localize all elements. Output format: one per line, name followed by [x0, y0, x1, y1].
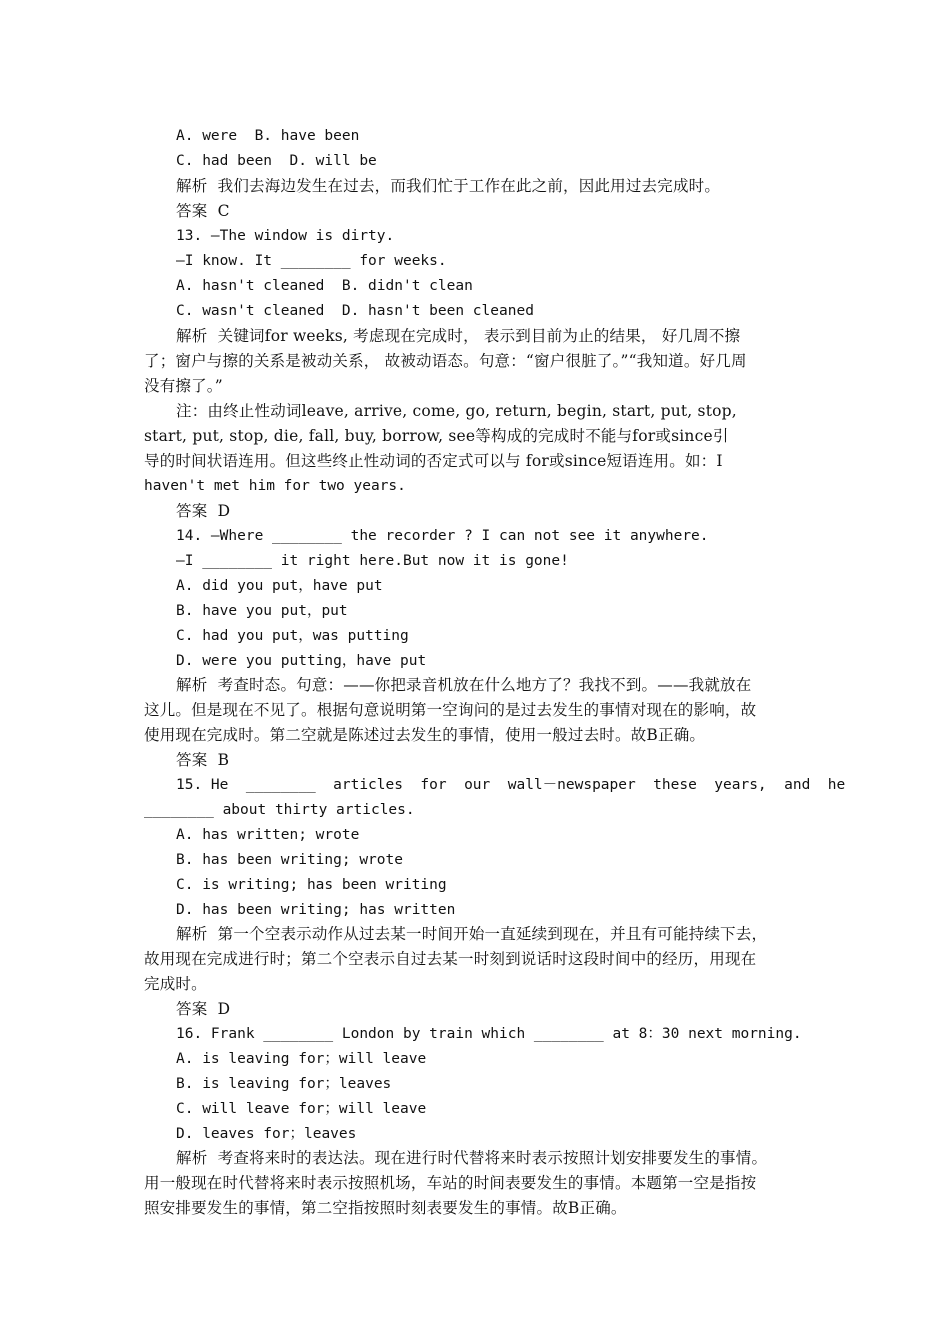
q15-option-d: D. has been writing; has written — [176, 902, 456, 918]
q14-option-a: A. did you put，have put — [176, 578, 383, 594]
q13-options-ab: A. hasn't cleaned B. didn't clean — [176, 278, 473, 294]
q15-option-a: A. has written; wrote — [176, 827, 360, 843]
q14-option-c: C. had you put，was putting — [176, 628, 409, 644]
q14-reply: —I ________ it right here.But now it is gone! — [176, 553, 569, 569]
q13-note-line2: start, put, stop, die, fall, buy, borrow, see等构成的完成时不能与for或since引 — [144, 427, 729, 445]
q13-analysis-line1: 解析 关键词for weeks, 考虑现在完成时， 表示到目前为止的结果， 好几周不擦 — [176, 327, 741, 345]
q15-stem-line2: ________ about thirty articles. — [144, 802, 415, 818]
q12-options-ab: A. were B. have been — [176, 128, 360, 144]
q12-answer: 答案 C — [176, 202, 230, 220]
q13-analysis-line3: 没有擦了。” — [144, 377, 223, 395]
q14-analysis-line3: 使用现在完成时。第二空就是陈述过去发生的事情，使用一般过去时。故B正确。 — [144, 726, 706, 744]
q14-option-b: B. have you put，put — [176, 603, 348, 619]
q16-stem: 16. Frank ________ London by train which ________ at 8：30 next morning. — [176, 1026, 802, 1042]
q14-stem: 14. —Where ________ the recorder ? I can not see it anywhere. — [176, 528, 709, 544]
q15-answer: 答案 D — [176, 1000, 231, 1018]
q14-answer: 答案 B — [176, 751, 230, 769]
q13-answer: 答案 D — [176, 502, 231, 520]
q14-analysis-line2: 这儿。但是现在不见了。根据句意说明第一空询问的是过去发生的事情对现在的影响，故 — [144, 701, 757, 719]
q13-note-line3: 导的时间状语连用。但这些终止性动词的否定式可以与 for或since短语连用。如：I — [144, 452, 723, 470]
q15-option-c: C. is writing; has been writing — [176, 877, 447, 893]
q15-option-b: B. has been writing; wrote — [176, 852, 403, 868]
q16-option-d: D. leaves for；leaves — [176, 1126, 357, 1142]
q16-analysis-line3: 照安排要发生的事情，第二空指按照时刻表要发生的事情。故B正确。 — [144, 1199, 627, 1217]
q14-option-d: D. were you putting，have put — [176, 653, 427, 669]
q15-stem-line1: 15. He ________ articles for our wall－newspaper these years, and he — [176, 777, 846, 793]
q15-analysis-line1: 解析 第一个空表示动作从过去某一时间开始一直延续到现在，并且有可能持续下去， — [176, 925, 768, 943]
q14-analysis-line1: 解析 考查时态。句意：——你把录音机放在什么地方了？我找不到。——我就放在 — [176, 676, 752, 694]
q15-analysis-line3: 完成时。 — [144, 975, 207, 993]
q13-note-line1: 注：由终止性动词leave, arrive, come, go, return, begin, start, put, stop, — [176, 402, 737, 420]
q15-analysis-line2: 故用现在完成进行时；第二个空表示自过去某一时刻到说话时这段时间中的经历，用现在 — [144, 950, 757, 968]
q13-note-line4: haven't met him for two years. — [144, 478, 406, 494]
q12-analysis: 解析 我们去海边发生在过去，而我们忙于工作在此之前，因此用过去完成时。 — [176, 177, 721, 195]
q16-option-c: C. will leave for；will leave — [176, 1101, 427, 1117]
q16-option-b: B. is leaving for；leaves — [176, 1076, 392, 1092]
q16-analysis-line2: 用一般现在时代替将来时表示按照机场，车站的时间表要发生的事情。本题第一空是指按 — [144, 1174, 757, 1192]
q13-options-cd: C. wasn't cleaned D. hasn't been cleaned — [176, 303, 534, 319]
q13-stem: 13. —The window is dirty. — [176, 228, 395, 244]
q13-analysis-line2: 了；窗户与擦的关系是被动关系， 故被动语态。句意：“窗户很脏了。”“我知道。好几周 — [144, 352, 747, 370]
q12-options-cd: C. had been D. will be — [176, 153, 377, 169]
q16-option-a: A. is leaving for；will leave — [176, 1051, 427, 1067]
q13-reply: —I know. It ________ for weeks. — [176, 253, 447, 269]
q16-analysis-line1: 解析 考查将来时的表达法。现在进行时代替将来时表示按照计划安排要发生的事情。 — [176, 1149, 768, 1167]
